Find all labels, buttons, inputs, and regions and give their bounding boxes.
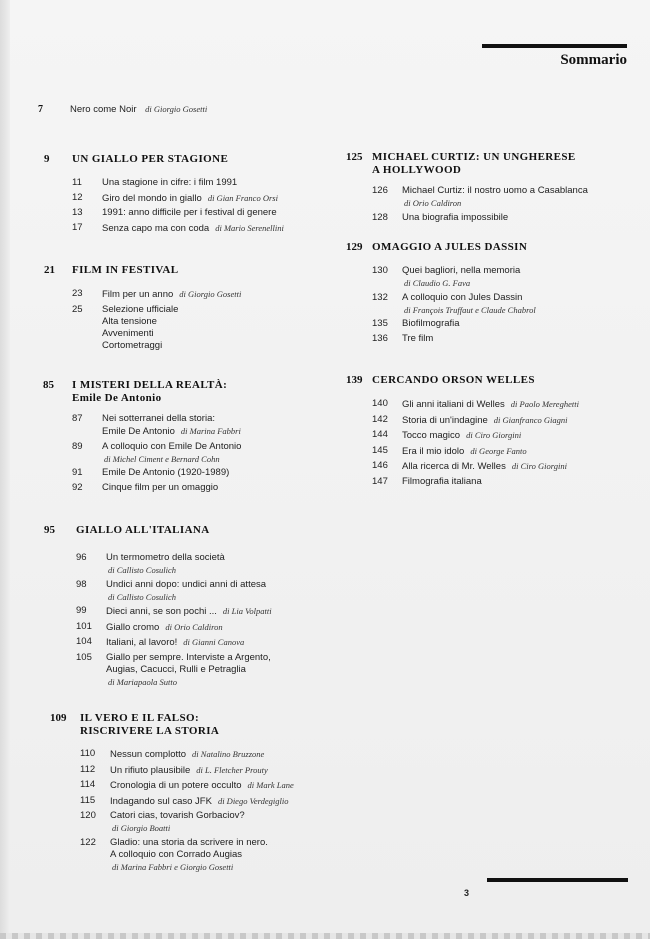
entry-title-text: A colloquio con Jules Dassin bbox=[402, 291, 523, 303]
entry-title-line bbox=[402, 292, 637, 304]
section-title-line: IL VERO E IL FALSO: bbox=[80, 712, 200, 724]
toc-entry bbox=[372, 318, 637, 330]
toc-entry bbox=[72, 192, 322, 205]
entry-author: di Gianni Canova bbox=[183, 637, 245, 647]
entry-author: di L. Fletcher Prouty bbox=[196, 764, 268, 775]
section-page-number: 109 bbox=[50, 712, 67, 724]
section-page-number: 129 bbox=[346, 241, 363, 253]
entry-body bbox=[72, 222, 322, 235]
entry-title-line bbox=[102, 425, 322, 438]
entry-author: di Marina Fabbri e Giorgio Gosetti bbox=[112, 861, 234, 872]
entry-page-number: 115 bbox=[80, 794, 96, 806]
entry-page-number: 144 bbox=[372, 429, 388, 440]
entry-title-text: Biofilmografia bbox=[402, 318, 460, 329]
entry-body bbox=[372, 460, 637, 473]
entry-author: di Giorgio Boatti bbox=[112, 823, 171, 833]
entry-body bbox=[372, 429, 637, 442]
section-title-line: FILM IN FESTIVAL bbox=[72, 264, 179, 276]
entry-title-text: Italiani, al lavoro! bbox=[106, 637, 178, 648]
entry-title-line bbox=[106, 552, 326, 564]
entry-title-text: Gli anni italiani di Welles bbox=[402, 399, 505, 410]
entry-title-text: A colloquio con Corrado Augias bbox=[110, 848, 243, 860]
entry-list bbox=[372, 398, 637, 490]
entry-page-number: 112 bbox=[80, 763, 96, 775]
entry-list bbox=[372, 185, 637, 226]
entry-title-line bbox=[106, 579, 326, 591]
entry-title-text: Catori cias, tovarish Gorbaciov? bbox=[110, 810, 245, 821]
entry-title-text: Undici anni dopo: undici anni di attesa bbox=[106, 578, 267, 590]
entry-title-line bbox=[102, 177, 322, 189]
entry-author: di Gianfranco Giagni bbox=[493, 414, 568, 425]
entry-title-text: Alta tensione bbox=[102, 315, 157, 327]
section-title-line: OMAGGIO A JULES DASSIN bbox=[372, 241, 528, 253]
entry-title-text: Una biografia impossibile bbox=[402, 211, 509, 223]
toc-entry bbox=[72, 177, 322, 189]
entry-title-line bbox=[102, 467, 322, 479]
intro-author: di Giorgio Gosetti bbox=[145, 104, 208, 114]
section-title bbox=[372, 374, 535, 387]
entry-title-text: Filmografia italiana bbox=[402, 475, 482, 487]
entry-title-text: Tre film bbox=[402, 332, 434, 344]
entry-author: di Mariapaola Sutto bbox=[108, 676, 177, 687]
intro-line bbox=[70, 104, 207, 115]
toc-entry bbox=[372, 414, 637, 427]
toc-entry bbox=[76, 579, 326, 603]
entry-author: di Natalino Bruzzone bbox=[192, 749, 265, 759]
entry-body bbox=[72, 441, 322, 465]
entry-title-line bbox=[110, 795, 330, 808]
entry-title-text: Giro del mondo in giallo bbox=[102, 192, 202, 204]
entry-body bbox=[372, 414, 637, 427]
entry-page-number: 87 bbox=[72, 413, 83, 424]
toc-entry bbox=[372, 333, 637, 345]
entry-author: di Ciro Giorgini bbox=[466, 430, 522, 440]
entry-body bbox=[76, 621, 326, 634]
entry-title-text: Emile De Antonio (1920-1989) bbox=[102, 467, 230, 478]
section-title-line: CERCANDO ORSON WELLES bbox=[372, 374, 535, 386]
toc-entry bbox=[372, 265, 637, 289]
entry-page-number: 89 bbox=[72, 440, 83, 452]
entry-title-text: Cortometraggi bbox=[102, 339, 163, 351]
entry-body bbox=[72, 304, 322, 352]
page-number: 3 bbox=[464, 888, 470, 898]
toc-entry bbox=[80, 748, 330, 761]
entry-page-number: 96 bbox=[76, 552, 87, 563]
section-page-number: 95 bbox=[44, 524, 55, 536]
entry-title-line bbox=[102, 222, 322, 235]
entry-body bbox=[80, 837, 330, 873]
entry-title-line bbox=[102, 304, 322, 316]
entry-title-line bbox=[102, 288, 322, 301]
entry-title-text: Storia di un'indagine bbox=[402, 414, 488, 426]
toc-entry bbox=[372, 460, 637, 473]
entry-title-line bbox=[102, 482, 322, 494]
toc-entry bbox=[372, 476, 637, 488]
entry-body bbox=[76, 605, 326, 618]
toc-entry bbox=[72, 441, 322, 465]
entry-list bbox=[372, 265, 637, 347]
toc-entry bbox=[76, 636, 326, 649]
section-title-line: UN GIALLO PER STAGIONE bbox=[72, 153, 229, 165]
entry-title-line bbox=[102, 192, 322, 205]
toc-entry bbox=[72, 482, 322, 494]
entry-title-text: Emile De Antonio bbox=[102, 426, 175, 437]
entry-title-line bbox=[102, 207, 322, 219]
entry-body bbox=[76, 579, 326, 603]
entry-body bbox=[372, 265, 637, 289]
entry-title-line bbox=[102, 413, 322, 425]
entry-body bbox=[80, 810, 330, 834]
entry-body bbox=[372, 292, 637, 316]
toc-entry bbox=[372, 185, 637, 209]
entry-body bbox=[72, 192, 322, 205]
entry-title-line bbox=[110, 779, 330, 792]
entry-body bbox=[72, 177, 322, 189]
toc-entry bbox=[372, 292, 637, 316]
entry-title-line bbox=[402, 318, 637, 330]
entry-title-line bbox=[402, 212, 637, 224]
entry-body bbox=[372, 398, 637, 411]
toc-entry bbox=[72, 207, 322, 219]
entry-body bbox=[76, 652, 326, 688]
entry-title-line bbox=[402, 445, 637, 458]
entry-author: di François Truffaut e Claude Chabrol bbox=[404, 304, 536, 315]
entry-title-text: Senza capo ma con coda bbox=[102, 222, 210, 234]
toc-entry bbox=[72, 288, 322, 301]
toc-entry bbox=[72, 467, 322, 479]
entry-title-text: Dieci anni, se son pochi ... bbox=[106, 606, 217, 617]
entry-title-text: 1991: anno difficile per i festival di genere bbox=[102, 207, 277, 218]
entry-page-number: 132 bbox=[372, 291, 388, 303]
entry-title-text: Era il mio idolo bbox=[402, 445, 465, 457]
entry-page-number: 140 bbox=[372, 398, 388, 409]
toc-entry bbox=[72, 222, 322, 235]
entry-page-number: 105 bbox=[76, 651, 92, 663]
intro-title: Nero come Noir bbox=[70, 104, 137, 115]
entry-author: di Callisto Cosulich bbox=[108, 565, 177, 575]
toc-entry bbox=[76, 652, 326, 688]
entry-list bbox=[72, 177, 322, 237]
section-title-line: A HOLLYWOOD bbox=[372, 164, 462, 176]
entry-body bbox=[72, 467, 322, 479]
section-page-number: 139 bbox=[346, 374, 363, 386]
toc-entry bbox=[372, 212, 637, 224]
entry-list bbox=[76, 552, 326, 690]
section-page-number: 85 bbox=[43, 379, 54, 391]
entry-title-text: Nei sotterranei della storia: bbox=[102, 413, 215, 424]
toc-entry bbox=[80, 810, 330, 834]
entry-title-text: Tocco magico bbox=[402, 430, 461, 441]
entry-page-number: 120 bbox=[80, 810, 96, 821]
entry-author: di Diego Verdegiglio bbox=[217, 795, 289, 806]
entry-title-text: Film per un anno bbox=[102, 289, 174, 300]
section-title bbox=[76, 524, 210, 537]
entry-body bbox=[372, 445, 637, 458]
entry-page-number: 99 bbox=[76, 605, 87, 616]
section-title bbox=[72, 153, 228, 166]
toc-entry bbox=[72, 304, 322, 352]
entry-title-text: A colloquio con Emile De Antonio bbox=[102, 440, 242, 452]
section-page-number: 125 bbox=[346, 151, 363, 163]
entry-page-number: 101 bbox=[76, 620, 92, 632]
section-title bbox=[372, 241, 527, 254]
entry-title-line bbox=[402, 398, 637, 411]
entry-page-number: 104 bbox=[76, 636, 92, 647]
entry-page-number: 136 bbox=[372, 332, 388, 344]
entry-list bbox=[72, 413, 322, 496]
section-title-line: I MISTERI DELLA REALTÀ: bbox=[72, 379, 228, 391]
entry-author: di Gian Franco Orsi bbox=[207, 192, 278, 203]
section-title-line: RISCRIVERE LA STORIA bbox=[80, 725, 220, 737]
entry-title-text: Cronologia di un potere occulto bbox=[110, 780, 242, 791]
page-bottom-edge bbox=[0, 933, 650, 939]
entry-body bbox=[72, 413, 322, 438]
entry-title-line bbox=[402, 414, 637, 427]
entry-title-line bbox=[106, 605, 326, 618]
entry-body bbox=[372, 476, 637, 488]
entry-title-line bbox=[102, 340, 322, 352]
entry-author: di Lia Volpatti bbox=[222, 606, 272, 616]
entry-page-number: 114 bbox=[80, 779, 96, 790]
toc-entry bbox=[80, 779, 330, 792]
entry-title-text: Augias, Cacucci, Rulli e Petraglia bbox=[106, 663, 246, 675]
entry-page-number: 126 bbox=[372, 185, 388, 196]
page-title: Sommario bbox=[560, 52, 627, 68]
entry-title-line bbox=[402, 476, 637, 488]
entry-author: di Orio Caldiron bbox=[404, 198, 462, 208]
section-title bbox=[80, 712, 219, 738]
entry-page-number: 13 bbox=[72, 207, 83, 218]
entry-title-text: Nessun complotto bbox=[110, 749, 187, 760]
section-title bbox=[72, 379, 227, 405]
entry-page-number: 147 bbox=[372, 475, 388, 487]
toc-entry bbox=[80, 795, 330, 808]
entry-author: di Mario Serenellini bbox=[215, 222, 284, 233]
section-title-line: Emile De Antonio bbox=[72, 392, 162, 404]
entry-body bbox=[80, 764, 330, 777]
entry-body bbox=[372, 318, 637, 330]
entry-title-line bbox=[106, 652, 326, 664]
section-page-number: 9 bbox=[44, 153, 50, 165]
entry-title-text: Una stagione in cifre: i film 1991 bbox=[102, 177, 238, 188]
entry-body bbox=[372, 333, 637, 345]
entry-page-number: 12 bbox=[72, 191, 83, 203]
toc-entry bbox=[76, 621, 326, 634]
entry-title-line bbox=[106, 636, 326, 649]
entry-author: di George Fanto bbox=[470, 445, 527, 456]
entry-body bbox=[372, 185, 637, 209]
entry-author: di Paolo Mereghetti bbox=[510, 399, 579, 409]
entry-page-number: 146 bbox=[372, 460, 388, 471]
entry-page-number: 25 bbox=[72, 303, 83, 315]
entry-title-line bbox=[402, 265, 637, 277]
toc-entry bbox=[372, 445, 637, 458]
entry-page-number: 128 bbox=[372, 211, 388, 223]
entry-page-number: 130 bbox=[372, 265, 388, 276]
entry-body bbox=[72, 288, 322, 301]
entry-page-number: 122 bbox=[80, 836, 96, 848]
toc-entry bbox=[80, 837, 330, 873]
entry-list bbox=[80, 748, 330, 875]
entry-page-number: 98 bbox=[76, 578, 87, 590]
entry-body bbox=[80, 779, 330, 792]
entry-title-text: Giallo cromo bbox=[106, 621, 160, 633]
entry-page-number: 135 bbox=[372, 318, 388, 329]
entry-author: di Callisto Cosulich bbox=[108, 591, 177, 602]
entry-title-line bbox=[402, 333, 637, 345]
entry-title-text: Michael Curtiz: il nostro uomo a Casablanca bbox=[402, 185, 588, 196]
entry-list bbox=[72, 288, 322, 354]
entry-page-number: 91 bbox=[72, 467, 83, 478]
entry-body bbox=[76, 636, 326, 649]
entry-title-line bbox=[402, 429, 637, 442]
entry-author: di Mark Lane bbox=[247, 780, 294, 790]
entry-title-text: Indagando sul caso JFK bbox=[110, 795, 212, 807]
entry-author: di Claudio G. Fava bbox=[404, 278, 471, 288]
entry-title-line bbox=[106, 621, 326, 634]
entry-author: di Ciro Giorgini bbox=[511, 461, 567, 471]
entry-page-number: 92 bbox=[72, 481, 83, 493]
entry-body bbox=[72, 207, 322, 219]
entry-title-text: Gladio: una storia da scrivere in nero. bbox=[110, 836, 268, 848]
entry-title-text: Un termometro della società bbox=[106, 552, 225, 563]
section-title bbox=[372, 151, 576, 177]
section-title-line: GIALLO ALL'ITALIANA bbox=[76, 524, 210, 536]
entry-title-text: Selezione ufficiale bbox=[102, 303, 179, 315]
toc-entry bbox=[72, 413, 322, 438]
entry-title-text: Alla ricerca di Mr. Welles bbox=[402, 461, 506, 472]
toc-entry bbox=[372, 398, 637, 411]
entry-page-number: 11 bbox=[72, 177, 82, 188]
entry-title-line bbox=[110, 810, 330, 822]
footer-rule bbox=[487, 878, 628, 882]
entry-title-text: Cinque film per un omaggio bbox=[102, 481, 219, 493]
entry-title-text: Quei bagliori, nella memoria bbox=[402, 265, 521, 276]
section-title-line: MICHAEL CURTIZ: UN UNGHERESE bbox=[372, 151, 576, 163]
toc-entry bbox=[76, 605, 326, 618]
entry-title-line bbox=[110, 764, 330, 777]
entry-page-number: 23 bbox=[72, 288, 83, 299]
toc-entry bbox=[372, 429, 637, 442]
entry-author: di Giorgio Gosetti bbox=[179, 289, 242, 299]
entry-page-number: 145 bbox=[372, 444, 388, 456]
section-page-number: 21 bbox=[44, 264, 55, 276]
entry-title-text: Giallo per sempre. Interviste a Argento, bbox=[106, 651, 271, 663]
entry-title-text: Avvenimenti bbox=[102, 327, 154, 339]
entry-page-number: 110 bbox=[80, 748, 96, 759]
toc-entry bbox=[80, 764, 330, 777]
toc-entry bbox=[76, 552, 326, 576]
entry-page-number: 17 bbox=[72, 221, 83, 233]
intro-number: 7 bbox=[38, 104, 43, 115]
entry-title-line bbox=[402, 185, 637, 197]
entry-title-line bbox=[102, 328, 322, 340]
entry-title-line bbox=[110, 849, 330, 861]
entry-title-line bbox=[402, 460, 637, 473]
entry-body bbox=[80, 795, 330, 808]
entry-title-line bbox=[110, 837, 330, 849]
entry-author: di Orio Caldiron bbox=[165, 621, 223, 632]
section-title bbox=[72, 264, 178, 277]
entry-body bbox=[72, 482, 322, 494]
entry-author: di Marina Fabbri bbox=[180, 426, 241, 436]
entry-body bbox=[372, 212, 637, 224]
entry-title-line bbox=[110, 748, 330, 761]
entry-author: di Michel Ciment e Bernard Cohn bbox=[104, 453, 220, 464]
entry-title-line bbox=[102, 441, 322, 453]
entry-body bbox=[76, 552, 326, 576]
header-rule bbox=[482, 44, 627, 48]
entry-page-number: 142 bbox=[372, 413, 388, 425]
entry-title-line bbox=[106, 664, 326, 676]
page-edge-shadow bbox=[0, 0, 10, 939]
entry-title-line bbox=[102, 316, 322, 328]
entry-title-text: Un rifiuto plausibile bbox=[110, 764, 191, 776]
entry-body bbox=[80, 748, 330, 761]
